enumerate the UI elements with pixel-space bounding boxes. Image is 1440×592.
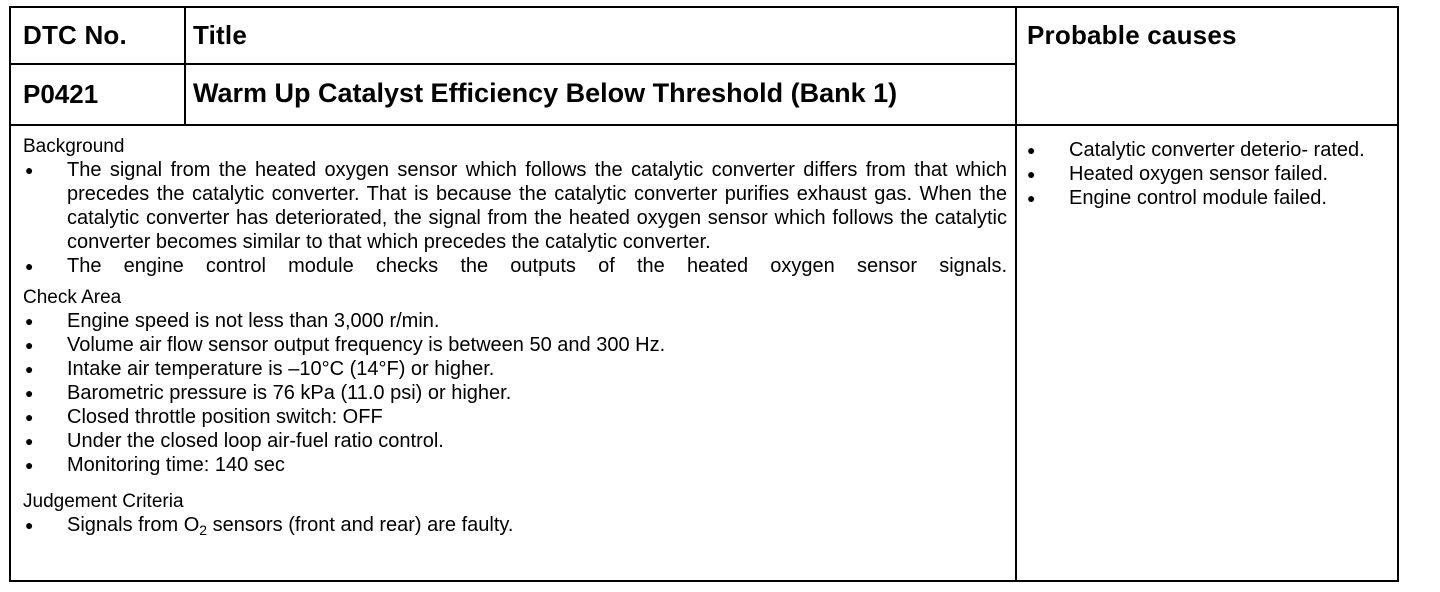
judgement-text: Signals from O <box>67 514 200 536</box>
probable-causes-header: Probable causes <box>1027 20 1237 50</box>
check-area-item: ● Intake air temperature is –10°C (14°F) or higher. <box>23 357 1007 381</box>
dtc-table <box>9 6 1399 582</box>
divider-dtc-title <box>184 8 186 124</box>
judgement-text-tail: sensors (front and rear) are faulty. <box>207 514 514 536</box>
judgement-subscript: 2 <box>199 522 208 538</box>
causes-list <box>1025 138 1391 210</box>
judgement-list <box>23 513 1007 537</box>
judgement-heading: Judgement Criteria <box>23 491 184 512</box>
check-area-item: ● Under the closed loop air-fuel ratio control. <box>23 429 1007 453</box>
cause-item: ● Heated oxygen sensor failed. <box>1025 162 1391 186</box>
check-area-item: ● Volume air flow sensor output frequency is between 50 and 300 Hz. <box>23 333 1007 357</box>
cause-item: ● Catalytic converter deterio- rated. <box>1025 138 1391 162</box>
dtc-code: P0421 <box>23 79 99 109</box>
title-header: Title <box>193 20 247 50</box>
check-area-item: ● Closed throttle position switch: OFF <box>23 405 1007 429</box>
description-column <box>23 136 1007 537</box>
causes-column <box>1025 138 1391 210</box>
background-heading: Background <box>23 136 125 157</box>
divider-main-causes <box>1015 8 1017 580</box>
dtc-no-header: DTC No. <box>23 20 127 50</box>
divider-header-row <box>11 63 1015 65</box>
check-area-item: ● Monitoring time: 140 sec <box>23 453 1007 477</box>
check-area-list <box>23 309 1007 477</box>
check-area-item: ● Engine speed is not less than 3,000 r/min. <box>23 309 1007 333</box>
check-area-item: ● Barometric pressure is 76 kPa (11.0 psi) or higher. <box>23 381 1007 405</box>
background-item: ● The signal from the heated oxygen sensor which follows the catalytic converter differs from that which precedes the catalytic converter. That is because the catalytic converter purifies exhaust gas. When the catalytic converter has deteriorated, the signal from the heated oxygen sensor which follows the catalytic converter becomes similar to that which precedes the catalytic converter. <box>23 158 1007 254</box>
judgement-item <box>23 513 1007 537</box>
check-area-heading: Check Area <box>23 287 122 308</box>
background-item: ● The engine control module checks the outputs of the heated oxygen sensor signals. <box>23 254 1007 278</box>
divider-header-body <box>11 124 1397 126</box>
background-list <box>23 158 1007 278</box>
dtc-title: Warm Up Catalyst Efficiency Below Threshold (Bank 1) <box>193 78 898 108</box>
cause-item: ● Engine control module failed. <box>1025 186 1391 210</box>
